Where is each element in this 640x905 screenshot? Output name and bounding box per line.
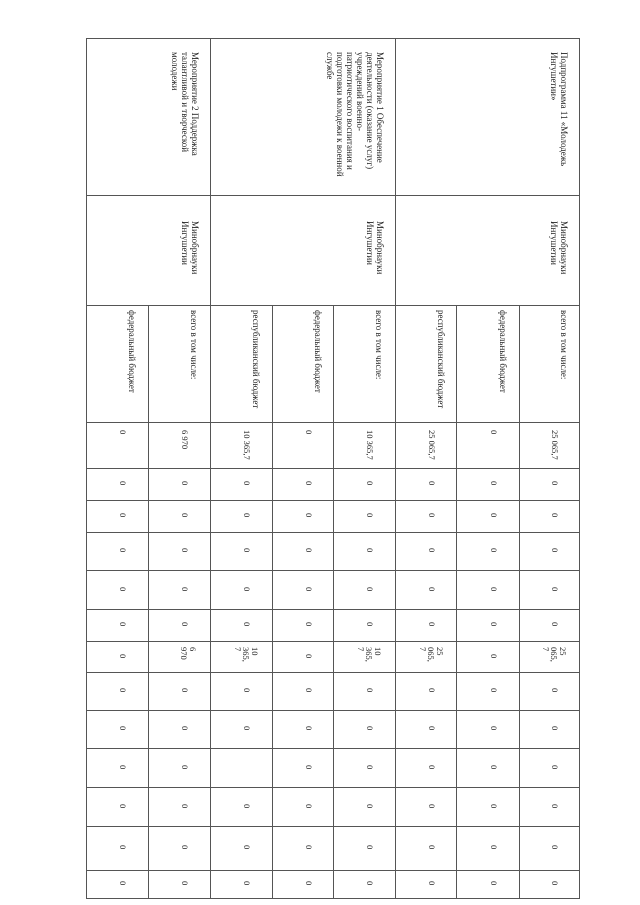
value-fragment: 365, — [364, 646, 375, 662]
year-value-cell: 0 — [550, 513, 560, 518]
funding-source: федеральный бюджет — [497, 310, 508, 393]
row-divider — [333, 305, 334, 898]
year-value-cell: 0 — [550, 586, 560, 591]
year-value-cell: 0 — [242, 548, 252, 553]
year-value-cell: 0 — [365, 513, 375, 518]
year-value-cell: 0 — [118, 586, 128, 591]
year-value-cell: 0 — [365, 803, 375, 808]
year-value-cell: 0 — [180, 726, 190, 731]
year-value-cell: 0 — [488, 481, 499, 486]
year-value-cell: 0 — [180, 513, 190, 518]
year-value-cell: 0 — [118, 548, 128, 553]
year-value-cell: 0 — [550, 845, 560, 850]
row-divider — [272, 305, 273, 898]
value-fragment: 970 — [179, 646, 190, 660]
funding-source: федеральный бюджет — [312, 310, 323, 393]
year-value-cell: 0 — [118, 513, 128, 518]
year-value-cell: 0 — [426, 803, 437, 808]
table-border-top — [86, 38, 579, 39]
year-value-cell: 0 — [365, 548, 375, 553]
year-value-cell: 0 — [242, 586, 252, 591]
year-value-cell: 0 — [426, 726, 437, 731]
year-value-cell: 0 — [242, 845, 252, 850]
year-value-cell — [418, 647, 444, 662]
value-fragment: 7 — [356, 646, 366, 651]
program-name: Мероприятие 2 Поддержка талантливой и творческой молодежи — [170, 52, 200, 156]
year-value-cell: 0 — [303, 513, 314, 518]
year-value-cell: 0 — [426, 548, 437, 553]
year-value-cell: 0 — [118, 688, 128, 693]
year-value-cell: 0 — [118, 764, 128, 769]
year-value-cell: 0 — [550, 764, 560, 769]
group-divider — [210, 38, 211, 898]
year-value-cell: 0 — [488, 803, 499, 808]
year-value-cell: 0 — [303, 688, 314, 693]
year-value-cell: 0 — [180, 548, 190, 553]
year-value-cell: 0 — [426, 481, 437, 486]
table-border-bottom — [86, 898, 580, 899]
year-value-cell: 0 — [118, 881, 128, 886]
year-value-cell: 0 — [303, 622, 314, 627]
year-value-cell: 0 — [118, 653, 128, 658]
funding-source: республиканский бюджет — [435, 310, 446, 409]
year-value-cell: 0 — [303, 653, 314, 658]
total-value: 10 365,7 — [242, 430, 252, 460]
year-value-cell: 0 — [550, 881, 560, 886]
year-value-cell: 0 — [426, 764, 437, 769]
group-divider — [395, 38, 396, 898]
year-value-cell: 0 — [488, 548, 499, 553]
year-value-cell: 0 — [180, 881, 190, 886]
year-value-cell: 0 — [426, 622, 437, 627]
row-divider — [519, 305, 520, 898]
year-value-cell: 0 — [488, 622, 499, 627]
year-value-cell: 0 — [488, 688, 499, 693]
year-value-cell: 0 — [365, 764, 375, 769]
year-value-cell: 0 — [242, 881, 252, 886]
year-value-cell: 0 — [303, 481, 314, 486]
year-value-cell: 0 — [550, 726, 560, 731]
year-value-cell: 0 — [550, 622, 560, 627]
year-value-cell: 0 — [426, 586, 437, 591]
year-value-cell: 0 — [118, 622, 128, 627]
year-value-cell: 0 — [365, 481, 375, 486]
year-value-cell: 0 — [242, 688, 252, 693]
year-value-cell: 0 — [365, 622, 375, 627]
column-divider — [86, 195, 579, 196]
year-value-cell: 0 — [550, 803, 560, 808]
value-fragment: 10 — [373, 646, 383, 655]
year-value-cell: 0 — [303, 586, 314, 591]
year-value-cell: 0 — [180, 764, 190, 769]
total-value: 10 365,7 — [365, 430, 375, 460]
total-value: 25 065,7 — [550, 430, 560, 460]
year-value-cell: 0 — [365, 881, 375, 886]
year-value-cell: 0 — [488, 513, 499, 518]
year-value-cell — [357, 647, 383, 662]
value-fragment: 10 — [250, 646, 260, 655]
total-value: 6 970 — [180, 430, 190, 450]
year-value-cell: 0 — [365, 845, 375, 850]
total-value: 0 — [303, 430, 314, 435]
year-value-cell: 0 — [118, 803, 128, 808]
year-value-cell: 0 — [242, 513, 252, 518]
year-value-cell: 0 — [550, 688, 560, 693]
year-value-cell: 0 — [426, 513, 437, 518]
year-value-cell: 0 — [242, 622, 252, 627]
year-value-cell: 0 — [242, 726, 252, 731]
year-value-cell: 0 — [303, 548, 314, 553]
year-value-cell: 0 — [488, 726, 499, 731]
year-value-cell: 0 — [303, 845, 314, 850]
row-divider — [148, 305, 149, 898]
year-value-cell: 0 — [118, 845, 128, 850]
funding-source: федеральный бюджет — [127, 310, 137, 393]
year-value-cell: 0 — [180, 622, 190, 627]
row-divider — [456, 305, 457, 898]
total-value: 0 — [488, 430, 499, 435]
funding-source: всего в том числе: — [559, 310, 569, 380]
year-value-cell: 0 — [550, 548, 560, 553]
year-value-cell: 0 — [550, 481, 560, 486]
year-value-cell: 0 — [488, 764, 499, 769]
value-fragment: 6 — [188, 646, 198, 651]
year-value-cell: 0 — [303, 803, 314, 808]
year-value-cell: 0 — [365, 726, 375, 731]
year-value-cell: 0 — [303, 881, 314, 886]
value-fragment: 365, — [241, 646, 252, 662]
value-fragment: 7 — [541, 646, 551, 651]
year-value-cell — [180, 647, 197, 660]
total-value: 25 065,7 — [426, 430, 437, 460]
year-value-cell: 0 — [118, 726, 128, 731]
value-fragment: 25 — [434, 646, 445, 655]
value-fragment: 065, — [549, 646, 560, 662]
year-value-cell: 0 — [426, 881, 437, 886]
program-name: Мероприятие 1 Обеспечение деятельности (оказание услуг) учреждений военно-патриотического воспитания и подготовки молодежи к военной службе — [325, 52, 385, 177]
value-fragment: 7 — [417, 646, 428, 651]
value-fragment: 25 — [558, 646, 568, 655]
year-value-cell: 0 — [426, 688, 437, 693]
year-value-cell: 0 — [426, 845, 437, 850]
year-value-cell: 0 — [180, 481, 190, 486]
year-value-cell: 0 — [180, 586, 190, 591]
year-value-cell: 0 — [488, 845, 499, 850]
year-value-cell: 0 — [365, 586, 375, 591]
year-value-cell: 0 — [180, 803, 190, 808]
year-value-cell: 0 — [488, 881, 499, 886]
executor-name: Минобрнауки Ингушетии — [365, 221, 385, 275]
year-value-cell: 0 — [488, 586, 499, 591]
year-value-cell: 0 — [180, 688, 190, 693]
year-value-cell: 0 — [242, 481, 252, 486]
value-fragment: 065, — [426, 646, 436, 662]
year-value-cell: 0 — [303, 764, 314, 769]
executor-name: Минобрнауки Ингушетии — [549, 221, 569, 275]
funding-source: республиканский бюджет — [251, 310, 261, 409]
year-value-cell: 0 — [118, 481, 128, 486]
table-border-right — [579, 38, 580, 899]
year-value-cell: 0 — [488, 653, 499, 658]
year-value-cell — [542, 647, 568, 662]
year-value-cell — [234, 647, 260, 662]
year-value-cell: 0 — [242, 803, 252, 808]
executor-name: Минобрнауки Ингушетии — [180, 221, 200, 275]
year-value-cell: 0 — [180, 845, 190, 850]
year-value-cell: 0 — [303, 726, 314, 731]
total-value: 0 — [118, 430, 128, 435]
value-fragment: 7 — [233, 646, 243, 651]
funding-source: всего в том числе: — [374, 310, 384, 380]
year-value-cell: 0 — [365, 688, 375, 693]
program-name: Подпрограмма 11 «Молодежь Ингушетии» — [549, 52, 569, 167]
funding-source: всего в том числе: — [189, 310, 199, 380]
